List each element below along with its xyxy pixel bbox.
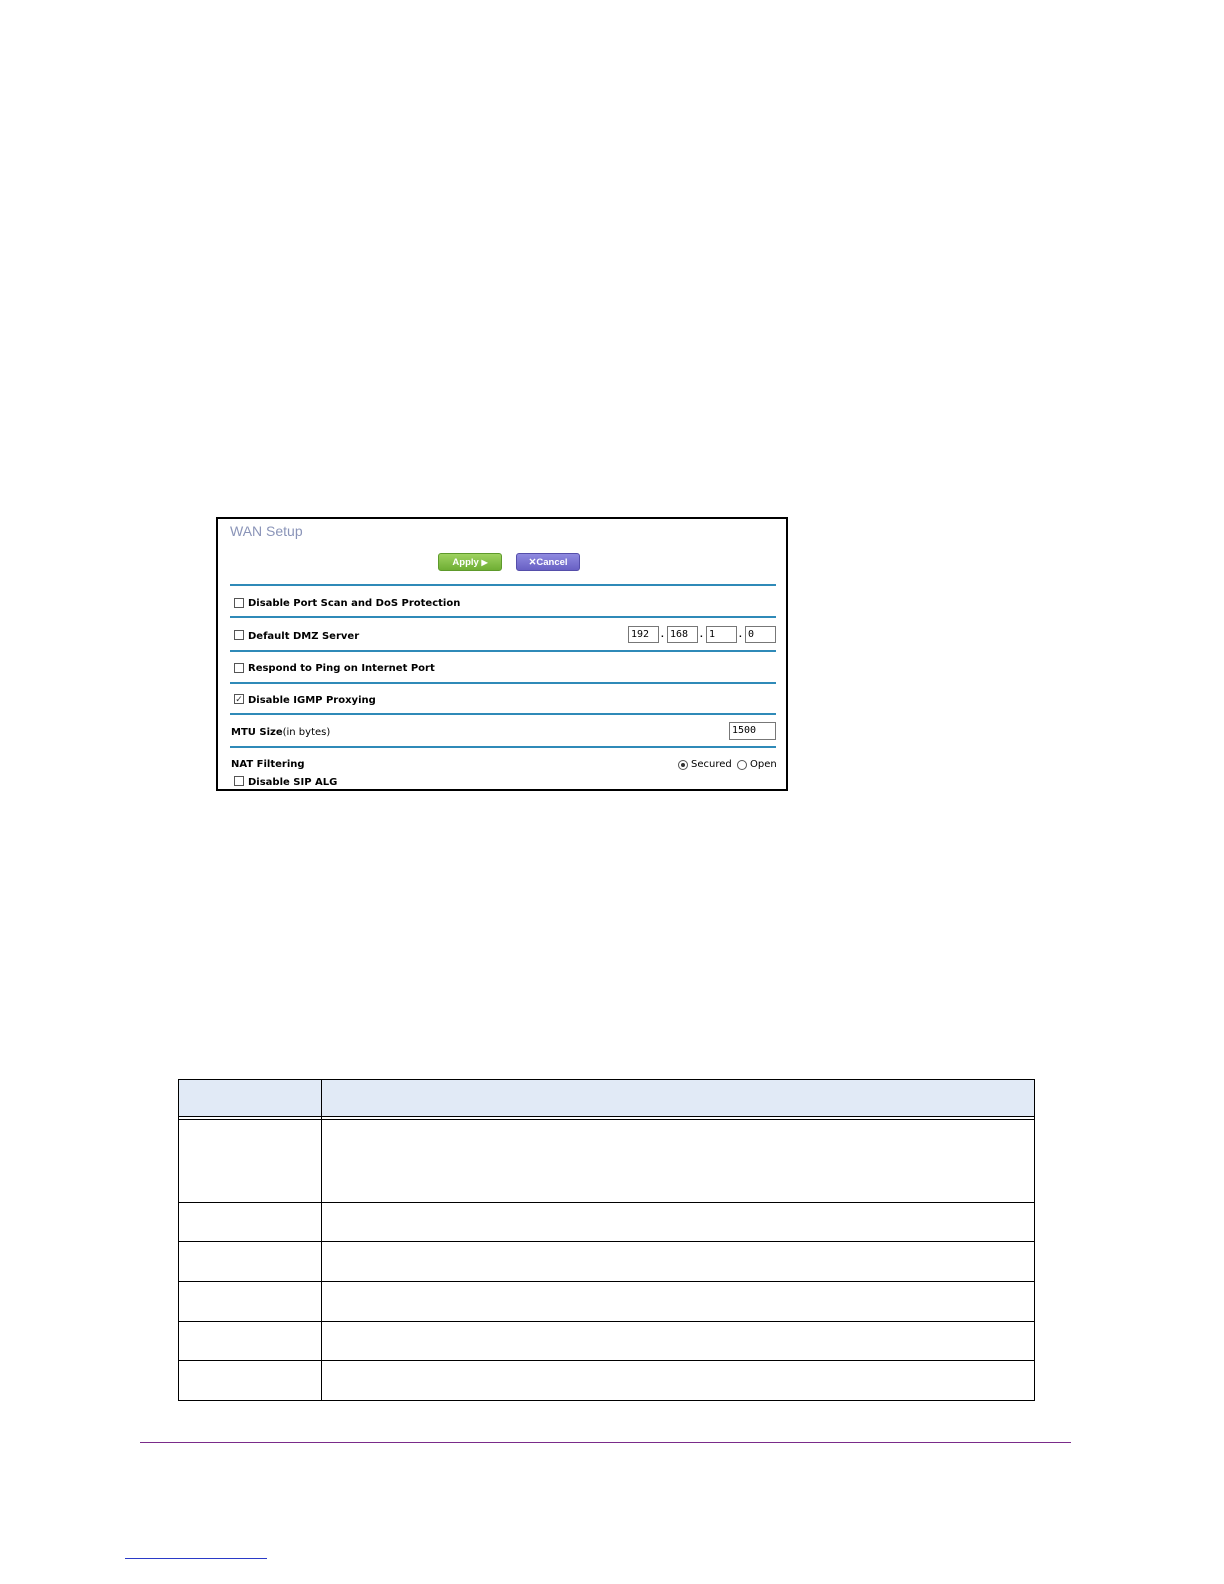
disable-port-scan-label: Disable Port Scan and DoS Protection — [248, 598, 461, 609]
mtu-size-title: MTU Size — [231, 727, 283, 738]
apply-label: Apply — [452, 557, 479, 568]
nat-secured-radio[interactable] — [678, 760, 688, 770]
ip-separator: . — [739, 629, 742, 640]
disable-igmp-label: Disable IGMP Proxying — [248, 695, 376, 706]
nat-open-radio[interactable] — [737, 760, 747, 770]
dmz-ip-octet-3[interactable]: 1 — [706, 626, 737, 643]
disable-port-scan-checkbox[interactable] — [234, 598, 244, 608]
table-column-divider — [321, 1080, 322, 1400]
divider — [230, 616, 776, 618]
cancel-label: Cancel — [536, 557, 568, 568]
nat-secured-label: Secured — [691, 759, 732, 770]
default-dmz-checkbox[interactable] — [234, 630, 244, 640]
respond-ping-checkbox[interactable] — [234, 663, 244, 673]
divider — [230, 650, 776, 652]
table-row — [179, 1241, 1034, 1242]
mtu-size-unit: (in bytes) — [282, 727, 331, 738]
settings-table — [178, 1079, 1035, 1401]
disable-igmp-checkbox[interactable] — [234, 694, 244, 704]
radio-selected-dot — [681, 763, 685, 767]
footer-link-underline[interactable] — [125, 1558, 267, 1559]
table-row — [179, 1202, 1034, 1203]
dmz-ip-octet-1[interactable]: 192 — [628, 626, 659, 643]
table-header — [179, 1080, 1034, 1117]
disable-sip-alg-label: Disable SIP ALG — [248, 777, 338, 788]
table-row — [179, 1281, 1034, 1282]
ip-separator: . — [661, 629, 664, 640]
table-row — [179, 1321, 1034, 1322]
play-arrow-icon: ▶ — [481, 558, 488, 567]
nat-filtering-label: NAT Filtering — [231, 759, 305, 770]
page-title: WAN Setup — [230, 523, 303, 539]
wan-setup-panel — [216, 517, 788, 791]
cancel-button[interactable] — [516, 553, 580, 571]
checkmark-icon: ✓ — [235, 694, 243, 704]
divider — [230, 713, 776, 715]
mtu-size-input[interactable]: 1500 — [729, 722, 776, 740]
apply-button[interactable] — [438, 553, 502, 571]
dmz-ip-octet-4[interactable]: 0 — [745, 626, 776, 643]
default-dmz-label: Default DMZ Server — [248, 631, 360, 642]
nat-open-label: Open — [750, 759, 777, 770]
footer-divider — [140, 1442, 1071, 1443]
divider — [230, 682, 776, 684]
table-row — [179, 1360, 1034, 1361]
mtu-size-label — [231, 727, 330, 738]
table-header-rule — [179, 1119, 1034, 1120]
x-mark-icon: ✕ — [528, 557, 537, 568]
disable-sip-alg-checkbox[interactable] — [234, 776, 244, 786]
respond-ping-label: Respond to Ping on Internet Port — [248, 663, 435, 674]
divider — [230, 584, 776, 586]
dmz-ip-octet-2[interactable]: 168 — [667, 626, 698, 643]
divider — [230, 746, 776, 748]
ip-separator: . — [700, 629, 703, 640]
